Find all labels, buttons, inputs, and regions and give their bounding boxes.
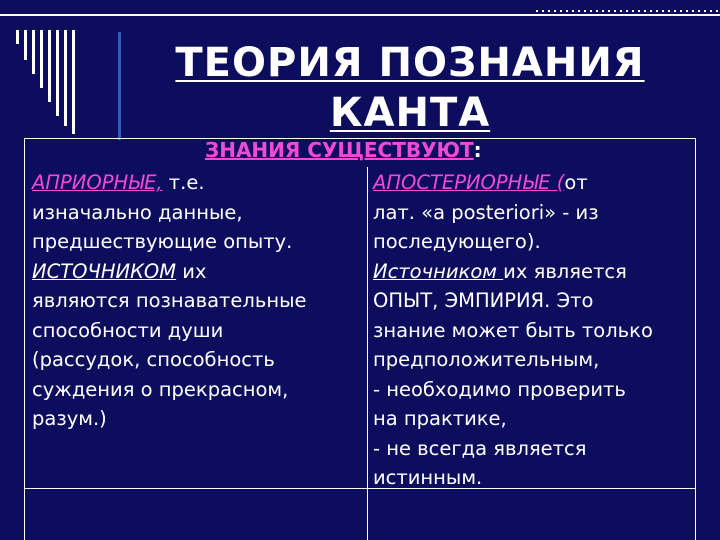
a-priori-line-9: разум.) [32, 407, 107, 430]
slide-title [130, 38, 690, 138]
a-priori-line-6: способности души [32, 318, 224, 342]
title-line-1: ТЕОРИЯ ПОЗНАНИЯ [175, 40, 645, 86]
a-priori-column [32, 168, 307, 434]
a-priori-line-5: являются познавательные [32, 289, 307, 312]
column-divider [367, 167, 368, 540]
a-priori-source-after: их [176, 259, 207, 283]
section-heading [205, 137, 482, 163]
a-posteriori-line-10: - не всегда является [373, 436, 587, 460]
top-rule [0, 14, 720, 16]
a-posteriori-source-term: Источником [373, 259, 504, 283]
a-priori-line-7: (рассудок, способность [32, 348, 275, 371]
a-priori-term-after: т.е. [162, 171, 205, 194]
a-posteriori-column [373, 168, 653, 493]
a-posteriori-source-after: их является [503, 259, 627, 283]
a-priori-line-3: предшествующие опыту. [32, 230, 293, 253]
top-dotted-rule [536, 10, 720, 12]
a-priori-term: АПРИОРНЫЕ, [32, 171, 163, 194]
a-priori-line-2: изначально данные, [32, 200, 243, 224]
a-posteriori-line-7: предположительным, [373, 348, 600, 371]
a-posteriori-line-6: знание может быть только [373, 318, 653, 342]
section-heading-text: ЗНАНИЯ СУЩЕСТВУЮТ [205, 138, 474, 162]
a-priori-line-8: суждения о прекрасном, [32, 377, 289, 401]
title-line-2: КАНТА [329, 90, 491, 136]
decorative-vertical-line [118, 32, 121, 140]
a-posteriori-term: АПОСТЕРИОРНЫЕ ( [373, 171, 565, 194]
a-posteriori-line-11: истинным. [373, 466, 483, 489]
a-posteriori-line-3: последующего). [373, 230, 541, 253]
a-posteriori-term-after: от [564, 171, 588, 194]
a-priori-source-term: ИСТОЧНИКОМ [32, 259, 177, 283]
a-posteriori-line-2: лат. «a posteriori» - из [373, 200, 599, 224]
a-posteriori-line-8: - необходимо проверить [373, 377, 626, 401]
a-posteriori-line-9: на практике, [373, 407, 507, 430]
section-heading-colon: : [473, 138, 482, 162]
a-posteriori-line-5: ОПЫТ, ЭМПИРИЯ. Это [373, 289, 594, 312]
